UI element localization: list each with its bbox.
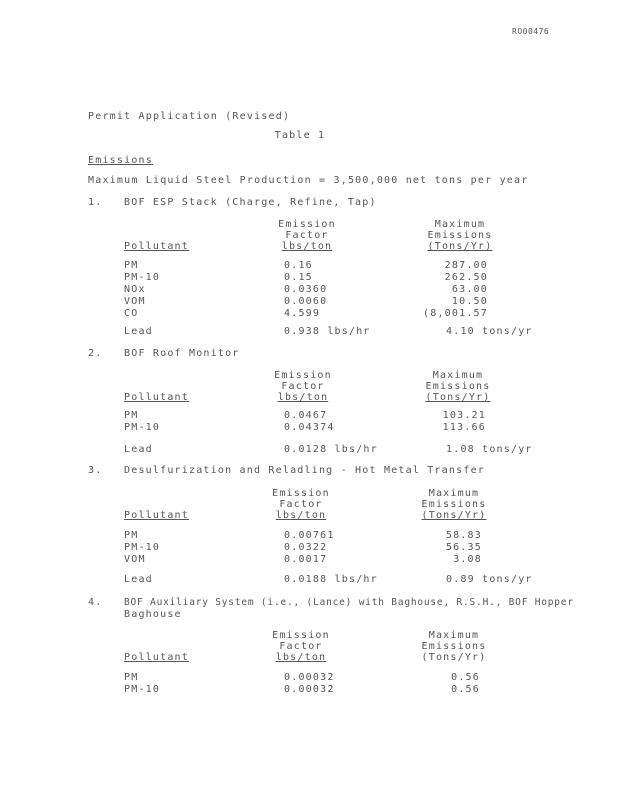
lead-max: 4.10 tons/yr bbox=[446, 326, 533, 337]
table-cell: 0.56 bbox=[451, 684, 480, 695]
section-heading: Desulfurization and Reladling - Hot Metal Transfer bbox=[124, 465, 486, 476]
table-cell: 0.0467 bbox=[284, 410, 328, 421]
table-cell: PM bbox=[124, 410, 139, 421]
col-header: Pollutant bbox=[124, 241, 189, 252]
col-header: (Tons/Yr) bbox=[421, 510, 487, 521]
section-heading: BOF Auxiliary System (i.e., (Lance) with Baghouse, R.S.H., BOF Hopper bbox=[124, 597, 574, 608]
production-line: Maximum Liquid Steel Production = 3,500,000 net tons per year bbox=[88, 175, 529, 186]
section-heading-continued: Baghouse bbox=[124, 609, 182, 620]
table-cell: 0.56 bbox=[451, 672, 480, 683]
table-cell: PM bbox=[124, 530, 139, 541]
lead-max: 0.89 tons/yr bbox=[446, 574, 533, 585]
col-header: lbs/ton bbox=[281, 241, 333, 252]
table-cell: 0.0360 bbox=[284, 284, 328, 295]
col-header: Emissions bbox=[425, 381, 491, 392]
col-header: Maximum bbox=[428, 630, 480, 641]
col-header: (Tons/Yr) bbox=[425, 392, 491, 403]
col-header: Pollutant bbox=[124, 392, 189, 403]
table-cell: 63.00 bbox=[451, 284, 488, 295]
table-cell: 0.0060 bbox=[284, 296, 328, 307]
col-header: (Tons/Yr) bbox=[421, 652, 487, 663]
table-cell: 3.08 bbox=[453, 554, 482, 565]
lead-factor: 0.0188 lbs/hr bbox=[284, 574, 378, 585]
lead-max: 1.08 tons/yr bbox=[446, 444, 533, 455]
col-header: Emission bbox=[278, 219, 336, 230]
table-cell: 262.50 bbox=[444, 272, 488, 283]
col-header: Maximum bbox=[432, 370, 484, 381]
col-header: Pollutant bbox=[124, 652, 189, 663]
col-header: lbs/ton bbox=[275, 652, 327, 663]
table-cell: 58.83 bbox=[445, 530, 482, 541]
col-header: Factor bbox=[279, 641, 323, 652]
section-number: 2. bbox=[88, 348, 103, 359]
table-cell: NOx bbox=[124, 284, 146, 295]
table-cell: 10.50 bbox=[451, 296, 488, 307]
table-cell: 4.599 bbox=[284, 308, 321, 319]
table-cell: 287.00 bbox=[444, 260, 488, 271]
page-header: Permit Application (Revised) bbox=[88, 111, 291, 122]
lead-label: Lead bbox=[124, 574, 153, 585]
table-cell: PM-10 bbox=[124, 272, 161, 283]
col-header: Emission bbox=[272, 630, 330, 641]
table-cell: 0.00032 bbox=[284, 672, 335, 683]
table-cell: 0.04374 bbox=[284, 422, 335, 433]
col-header: Emissions bbox=[421, 641, 487, 652]
table-cell: 0.0322 bbox=[284, 542, 328, 553]
table-cell: 0.0017 bbox=[284, 554, 328, 565]
document-id: RO00476 bbox=[512, 27, 550, 36]
col-header: lbs/ton bbox=[275, 510, 327, 521]
table-cell: (8,001.57 bbox=[423, 308, 488, 319]
col-header: lbs/ton bbox=[277, 392, 329, 403]
table-cell: PM-10 bbox=[124, 422, 161, 433]
section-heading: BOF Roof Monitor bbox=[124, 348, 240, 359]
table-cell: 113.66 bbox=[442, 422, 486, 433]
section-title: Emissions bbox=[88, 155, 153, 166]
col-header: Emissions bbox=[421, 499, 487, 510]
col-header: (Tons/Yr) bbox=[427, 241, 493, 252]
col-header: Emission bbox=[274, 370, 332, 381]
table-cell: PM bbox=[124, 260, 139, 271]
col-header: Factor bbox=[285, 230, 329, 241]
section-number: 4. bbox=[88, 597, 103, 608]
table-cell: 0.16 bbox=[284, 260, 313, 271]
lead-label: Lead bbox=[124, 326, 153, 337]
section-heading: BOF ESP Stack (Charge, Refine, Tap) bbox=[124, 197, 377, 208]
col-header: Pollutant bbox=[124, 510, 189, 521]
lead-label: Lead bbox=[124, 444, 153, 455]
table-cell: 0.15 bbox=[284, 272, 313, 283]
table-cell: 0.00761 bbox=[284, 530, 335, 541]
table-cell: VOM bbox=[124, 296, 146, 307]
table-cell: PM-10 bbox=[124, 542, 161, 553]
table-cell: 0.00032 bbox=[284, 684, 335, 695]
col-header: Emission bbox=[272, 488, 330, 499]
table-cell: CO bbox=[124, 308, 139, 319]
table-title: Table 1 bbox=[274, 130, 326, 141]
table-cell: 103.21 bbox=[442, 410, 486, 421]
col-header: Factor bbox=[281, 381, 325, 392]
lead-factor: 0.938 lbs/hr bbox=[284, 326, 371, 337]
table-cell: PM-10 bbox=[124, 684, 161, 695]
col-header: Emissions bbox=[427, 230, 493, 241]
section-number: 3. bbox=[88, 465, 103, 476]
table-cell: VOM bbox=[124, 554, 146, 565]
col-header: Maximum bbox=[428, 488, 480, 499]
col-header: Factor bbox=[279, 499, 323, 510]
lead-factor: 0.0128 lbs/hr bbox=[284, 444, 378, 455]
table-cell: PM bbox=[124, 672, 139, 683]
section-number: 1. bbox=[88, 197, 103, 208]
col-header: Maximum bbox=[434, 219, 486, 230]
table-cell: 56.35 bbox=[445, 542, 482, 553]
